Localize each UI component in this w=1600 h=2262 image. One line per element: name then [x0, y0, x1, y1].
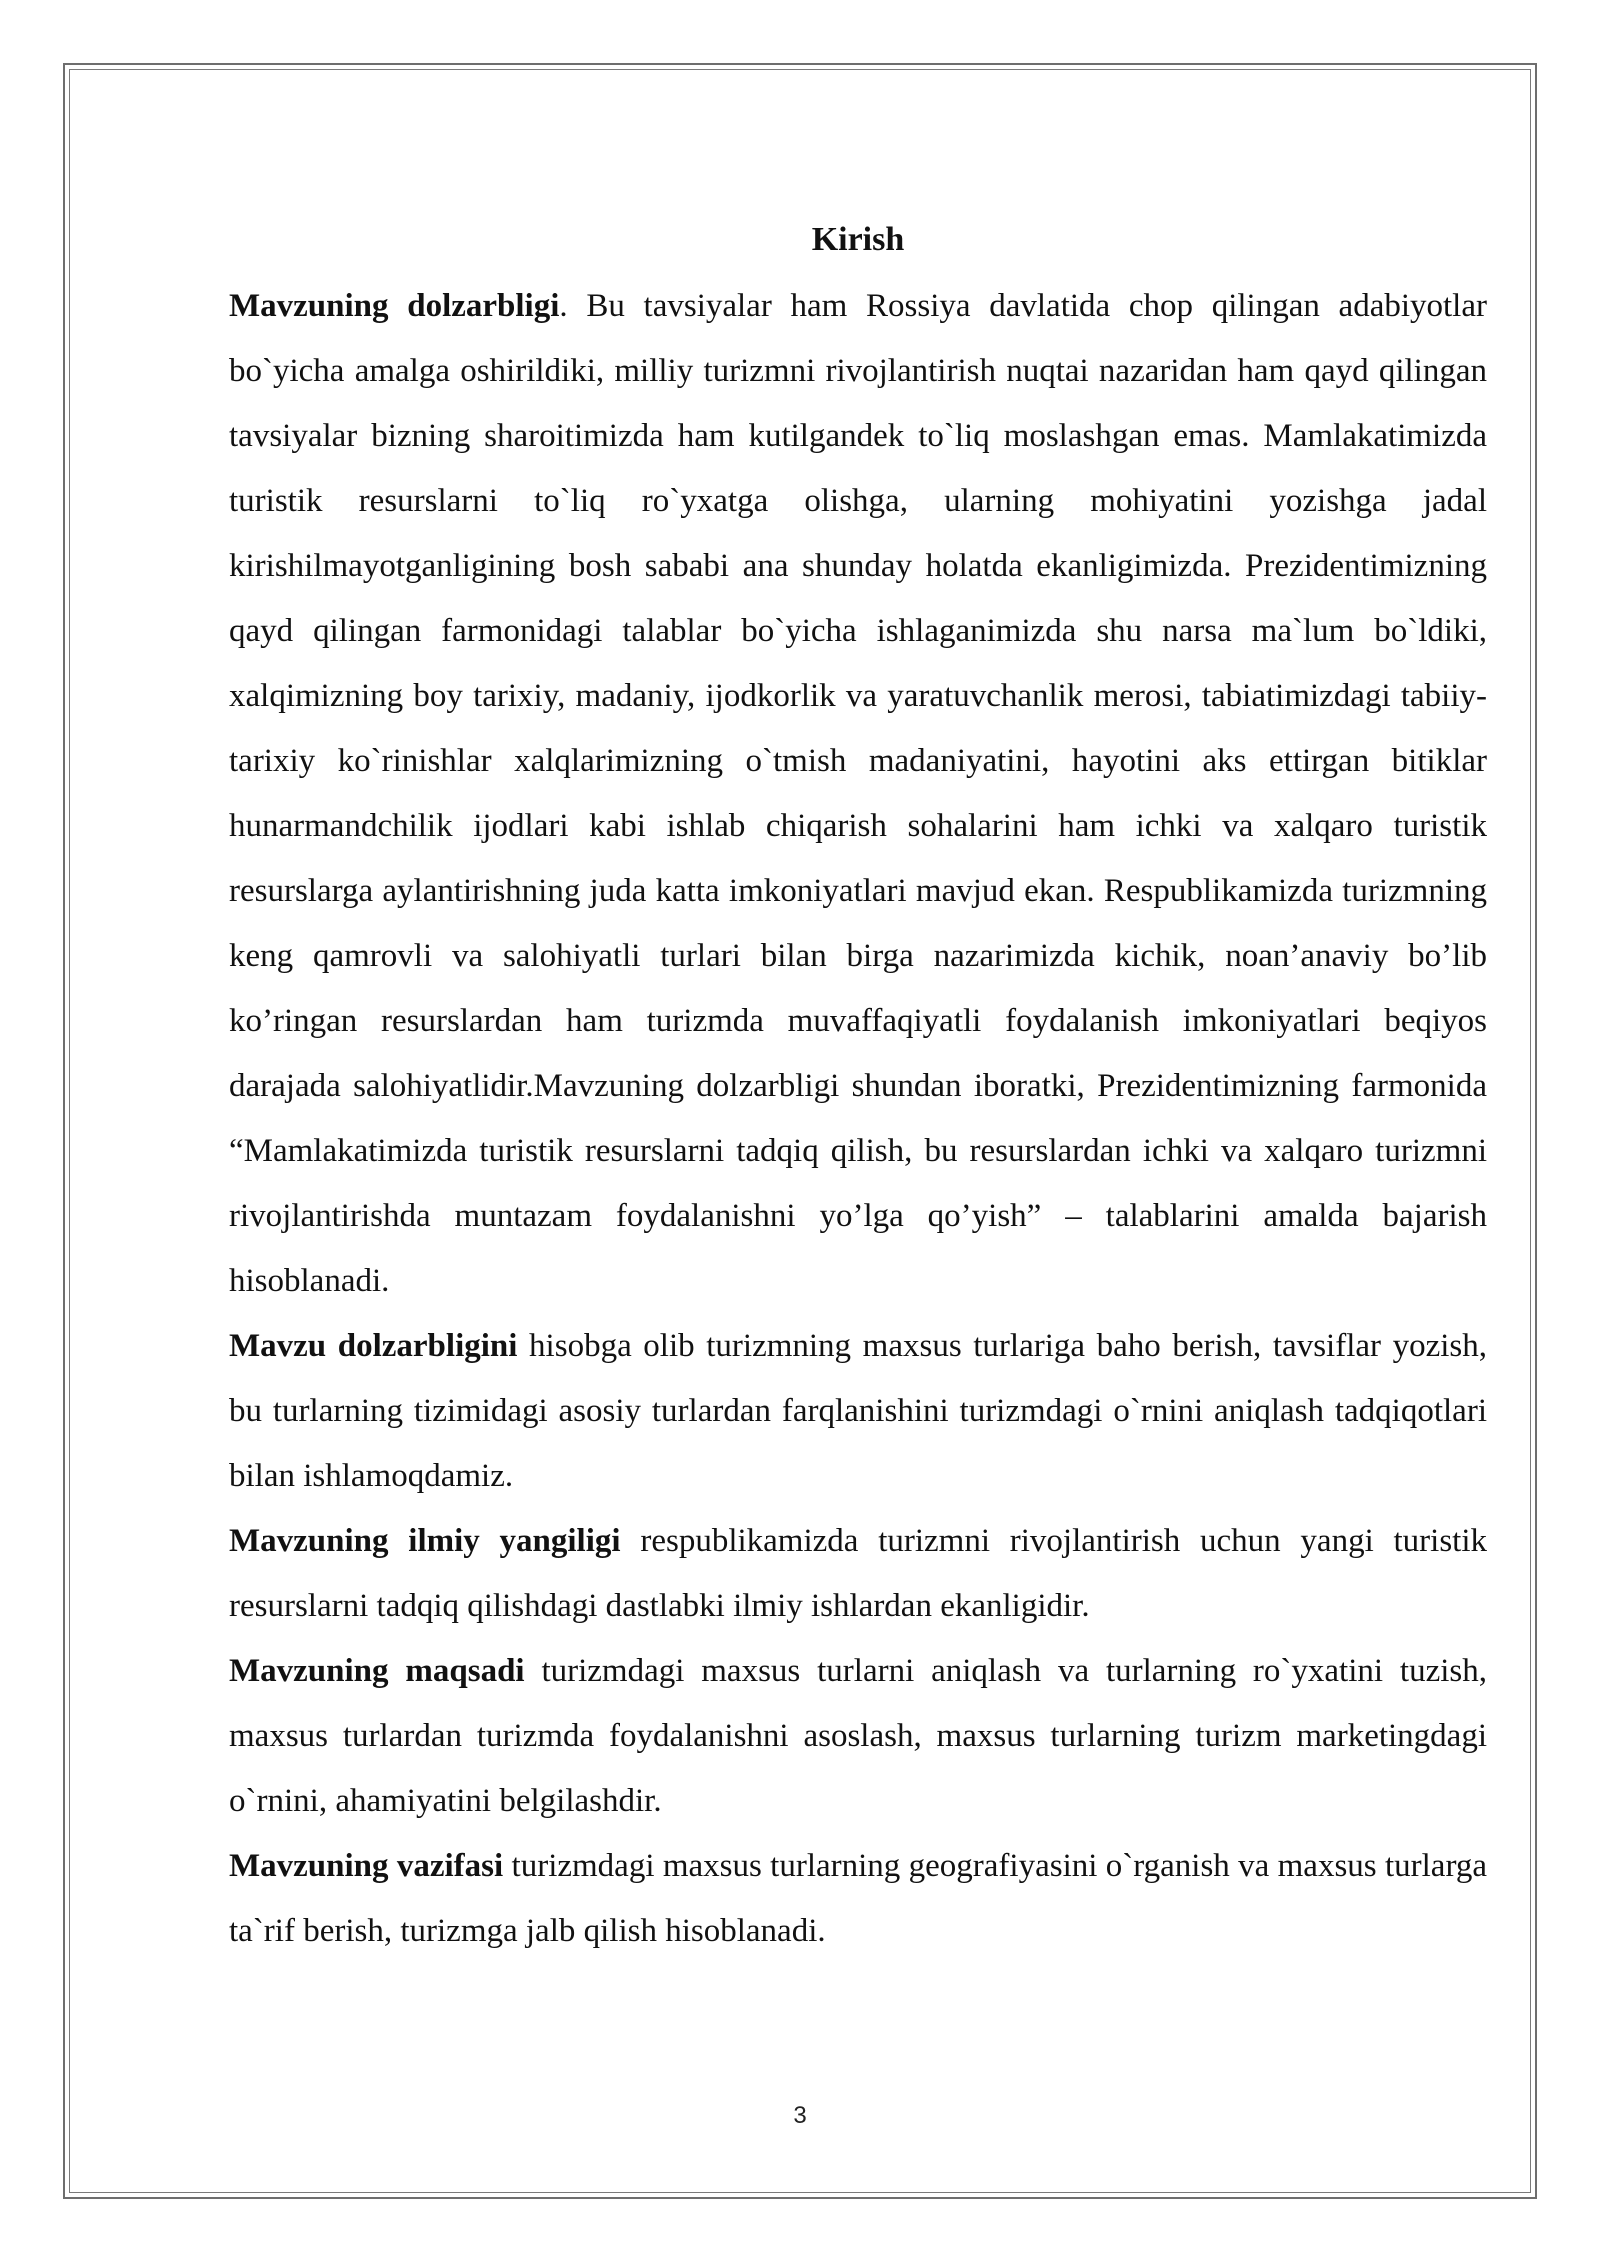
document-body [229, 212, 1487, 1964]
paragraph-task [229, 1834, 1487, 1964]
paragraph-novelty [229, 1509, 1487, 1639]
paragraph-text: respublikamizda turizmni rivojlantirish uchun yangi turistik resurslarni tadqiq qilishdagi dastlabki ilmiy ishlardan ekanligidir. [229, 1523, 1487, 1624]
paragraph-text: . Bu tavsiyalar ham Rossiya davlatida chop qilingan adabiyotlar bo`yicha amalga oshirildiki, milliy turizmni rivojlantirish nuqtai nazaridan ham qayd qilingan tavsiyalar bizning sharoitimizda ham kutilgandek to`liq moslashgan emas. Mamlakatimizda turistik resurslarni to`liq ro`yxatga olishga, ularning mohiyatini yozishga jadal kirishilmayotganligining bosh sababi ana shunday holatda ekanligimizda. Prezidentimizning qayd qilingan farmonidagi talablar bo`yicha ishlaganimizda shu narsa ma`lum bo`ldiki, xalqimizning boy tarixiy, madaniy, ijodkorlik va yaratuvchanlik merosi, tabiatimizdagi tabiiy-tarixiy ko`rinishlar xalqlarimizning o`tmish madaniyatini, hayotini aks ettirgan bitiklar hunarmandchilik ijodlari kabi ishlab chiqarish sohalarini ham ichki va xalqaro turistik resurslarga aylantirishning juda katta imkoniyatlari mavjud ekan. Respublikamizda turizmning keng qamrovli va salohiyatli turlari bilan birga nazarimizda kichik, noan’anaviy bo’lib ko’ringan resurslardan ham turizmda muvaffaqiyatli foydalanish imkoniyatlari beqiyos darajada salohiyatlidir.Mavzuning dolzarbligi shundan iboratki, Prezidentimizning farmonida “Mamlakatimizda turistik resurslarni tadqiq qilish, bu resurslardan ichki va xalqaro turizmni rivojlantirishda muntazam foydalanishni yo’lga qo’yish” – talablarini amalda bajarish hisoblanadi. [229, 288, 1487, 1299]
section-title: Kirish [811, 221, 905, 258]
paragraph-lead: Mavzuning vazifasi [229, 1848, 504, 1884]
paragraph-text: turizmdagi maxsus turlarni aniqlash va turlarning ro`yxatini tuzish, maxsus turlardan turizmda foydalanishni asoslash, maxsus turlarning turizm marketingdagi o`rnini, ahamiyatini belgilashdir. [229, 1653, 1488, 1819]
paragraph-lead: Mavzuning dolzarbligi [229, 288, 560, 324]
paragraph-lead: Mavzu dolzarbligini [229, 1328, 518, 1364]
paragraph-relevance-2 [229, 1314, 1487, 1509]
page-number: 3 [793, 2102, 807, 2129]
paragraph-relevance [229, 274, 1487, 1314]
paragraph-lead: Mavzuning maqsadi [229, 1653, 525, 1689]
paragraph-lead: Mavzuning ilmiy yangiligi [229, 1523, 621, 1559]
paragraph-goal [229, 1639, 1487, 1834]
paragraph-text: turizmdagi maxsus turlarning geografiyasini o`rganish va maxsus turlarga ta`rif berish, turizmga jalb qilish hisoblanadi. [229, 1848, 1487, 1949]
paragraph-text: hisobga olib turizmning maxsus turlariga baho berish, tavsiflar yozish, bu turlarning tizimidagi asosiy turlardan farqlanishini turizmdagi o`rnini aniqlash tadqiqotlari bilan ishlamoqdamiz. [229, 1328, 1488, 1494]
